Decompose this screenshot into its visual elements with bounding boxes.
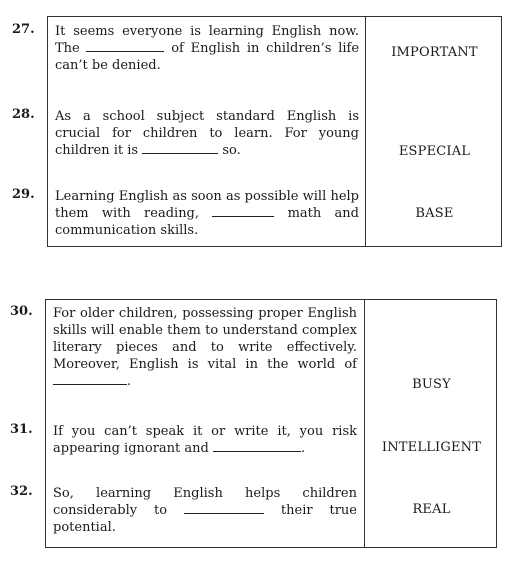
item-sentence <box>55 188 359 239</box>
base-word: ESPECIAL <box>398 144 471 159</box>
table-2-divider <box>364 299 365 548</box>
sentence-text-before: For older children, possessing proper English skills will enable them to understand complex literary pieces and to write effectively. Moreover, English is vital in the world of <box>53 306 357 372</box>
item-sentence <box>55 108 359 159</box>
base-word: INTELLIGENT <box>381 440 482 455</box>
answer-blank[interactable] <box>184 502 264 514</box>
item-sentence <box>53 423 357 457</box>
sentence-text-after: math and communication skills. <box>55 206 359 238</box>
item-number: 30. <box>10 304 33 319</box>
base-word: BASE <box>415 206 454 221</box>
answer-blank[interactable] <box>142 142 218 154</box>
sentence-text-after: of English in children’s life can’t be denied. <box>55 41 360 73</box>
item-sentence <box>53 485 357 536</box>
base-word: IMPORTANT <box>391 45 478 60</box>
sentence-text-before: So, learning English helps children considerably to <box>53 486 357 518</box>
item-number: 31. <box>10 422 33 437</box>
answer-blank[interactable] <box>212 205 274 217</box>
sentence-text-after: . <box>127 374 132 389</box>
sentence-text-after: . <box>301 441 306 456</box>
item-sentence <box>53 305 357 390</box>
item-number: 29. <box>12 187 35 202</box>
item-number: 27. <box>12 22 35 37</box>
sentence-text-before: If you can’t speak it or write it, you risk appearing ignorant and <box>53 424 357 456</box>
sentence-text-before: As a school subject standard English is crucial for children to learn. For young children it is <box>55 109 359 158</box>
sentence-text-before: It seems everyone is learning English now. The <box>55 24 359 56</box>
sentence-text-after: their true potential. <box>53 503 357 535</box>
sentence-text-before: Learning English as soon as possible will help them with reading, <box>55 189 359 221</box>
answer-blank[interactable] <box>53 373 127 385</box>
answer-blank[interactable] <box>86 40 164 52</box>
base-word: REAL <box>412 502 451 517</box>
base-word: BUSY <box>412 377 451 392</box>
item-number: 32. <box>10 484 33 499</box>
item-number: 28. <box>12 107 35 122</box>
item-sentence <box>55 23 359 74</box>
table-1-divider <box>365 16 366 247</box>
answer-blank[interactable] <box>213 440 301 452</box>
sentence-text-after: so. <box>222 143 241 158</box>
